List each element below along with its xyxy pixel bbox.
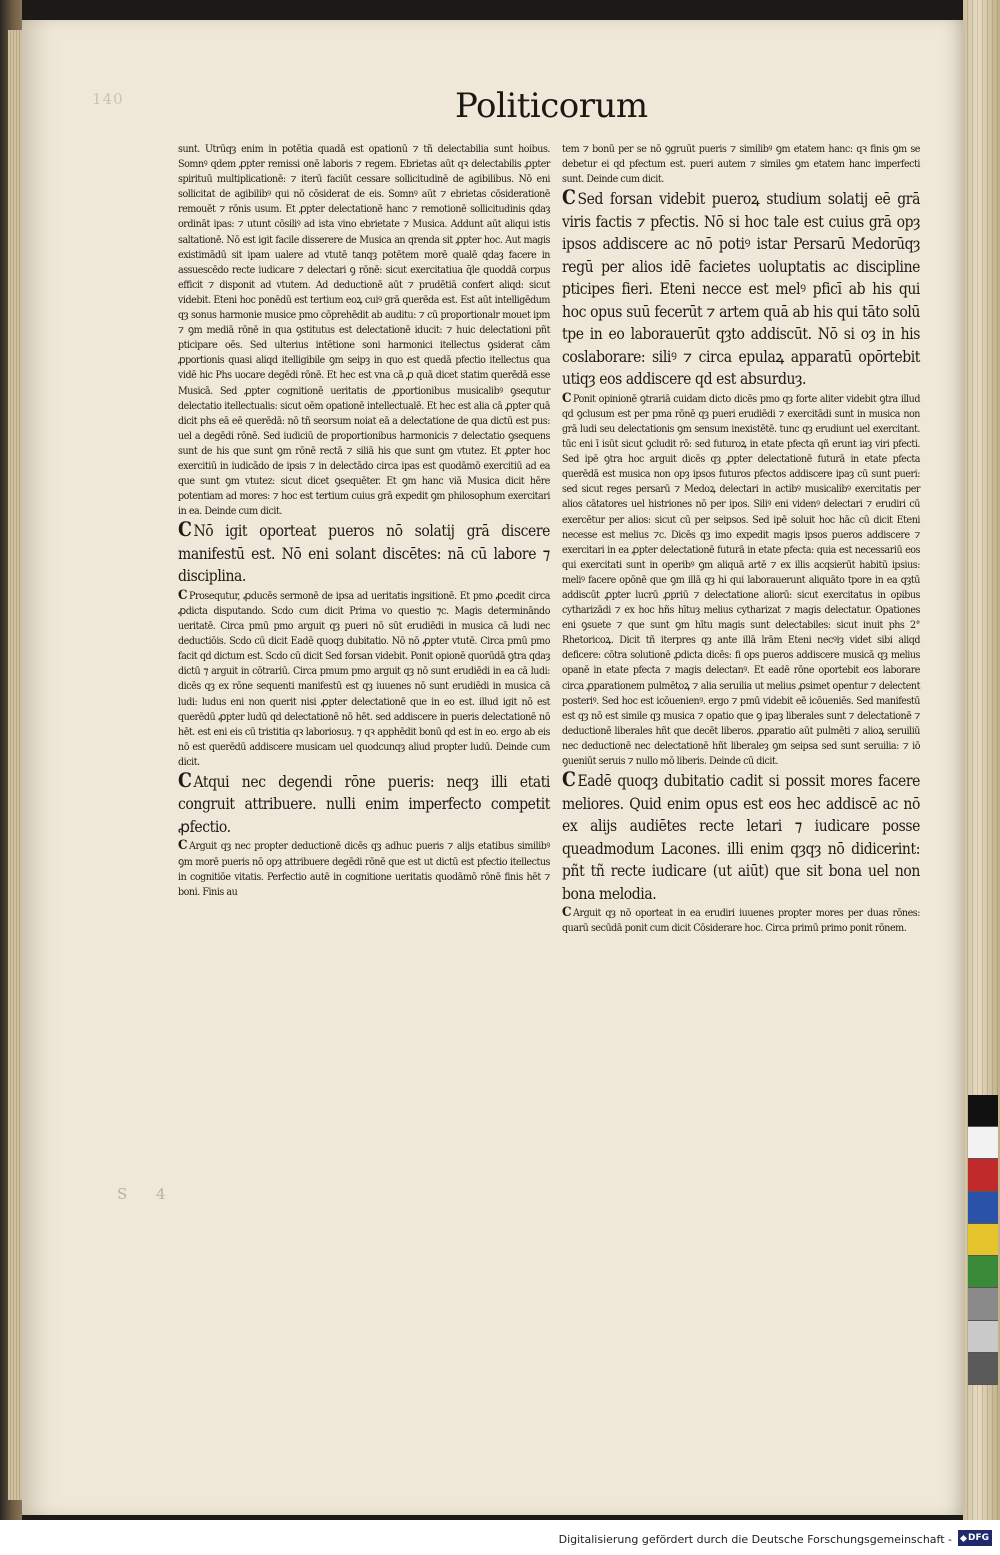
paragraph-text: Prosequtur, ꝓducēs sermonē de ipsa ad ueritatis ingsitionē. Et pmo ꝓcedit circa ꝓdicta disputando. Scdo cum dicit Prima vo questio ⁊c. Magis determināndo ueritatē. Circa pmū pmo arguit qȝ pueri nō sūt erudiēdi in musica cā ludi nec deductiōis. Scdo cū dicit Eadē quoqȝ dubitatio. Nō nō ꝓpter vtutē. Circa pmū pmo facit qd dictum est. Scdo cū dicit Sed forsan videbit. Ponit opionē quorūdā ꝯtra qdaȝ dictū ⁊ arguit in cōtrariū. Circa pmum pmo arguit qȝ nō sunt erudiēdi in ea cā ludi: dicēs qȝ ex rōne sequenti manifestū est qȝ iuuenes nō sunt erudiēdi in musica cā ludi: ludus eni non querit nisi ꝓpter delectationē que in eo est. illud igit nō est querēdū ꝓpter ludū qd delectationē nō hēt. sed addiscere in pueris delectationē nō hēt. est eni eis cū tristitia qꝛ laboriosuȝ. ⁊ qꝛ apphēdit bonū qd est in eo. ergo ab eis nō est querēdū addiscere musicam uel quodcunqȝ aliud propter ludū. Deinde cum dicit. — [178, 589, 550, 768]
paragraph-text: Nō igit oporteat pueros nō solatij grā discere manifestū est. Nō eni solant discētes: nā cū labore ⁊ disciplina. — [178, 522, 550, 586]
pilcrow-mark: C — [562, 905, 572, 921]
color-swatch — [968, 1224, 998, 1256]
pilcrow-mark: C — [178, 768, 192, 792]
text-paragraph — [178, 142, 550, 519]
color-swatch — [968, 1321, 998, 1353]
text-paragraph — [562, 187, 920, 391]
running-head: Politicorum — [455, 86, 648, 126]
paragraph-text: Arguit qȝ nec propter deductionē dicēs qȝ adhuc pueris ⁊ alijs etatibus similibꝰ ꝯm morē pueris nō opȝ attribuere degēdi rōnē que est ut dictū est pfectio itellectus in cognitiōe vitatis. Perfectio autē in cognitione ueritatis quodāmō rōnē finis hēt ⁊ boni. Finis au — [178, 840, 550, 898]
paragraph-text: sunt. Utrūqȝ enim in potētia quadā est opationū ⁊ tñ delectabilia sunt hoibus. Somnꝰ qdem ꝓpter remissi onē laboris ⁊ regem. Ebrietas aūt qꝛ delectabilis ꝓpter spirituū multiplicationē: ⁊ iterū faciūt cessare sollicitudinē de agibilibus. Nō eni sollicitat de agibilibꝰ qui nō cōsiderat de eis. Somnꝰ aūt ⁊ ebrietas cōsiderationē remouēt ⁊ rōnis usum. Et ꝓpter delectationē hanc ⁊ remotionē sollicitudinis qdaȝ ordināt ipas: ⁊ utunt cōsiliꝰ ad ista vino ebrietate ⁊ Musica. Addunt aūt aliqui istis saltationē. Nō est igit facile disserere de Musica an qrenda sit ꝓpter hoc. Aut magis existimādū sit ipam ualere ad vtutē tanqȝ potētem morē qualē qdaȝ facere in assuescēdo recte iudicare ⁊ delectari ꝯ rōnē: sicut exercitatiua q̄le quoddā corpus efficit ⁊ disponit ad vtutem. Ad deductionē aūt ⁊ prudētiā confert aliqd: sicut videbit. Eteni hoc ponēdū est tertium eoꝝ cuiꝰ grā querēda est. Est aūt intelligēdum qȝ sonus harmonie musice pmo cōprehēdit ab auditu: ⁊ cū proportionalr mouet ipm ⁊ ꝯm mediā rōnē in qua ꝯstitutus est delectationē iducit: ⁊ huic delectationi pñt pticipare oēs. Sed ulterius intētione soni harmonici itellectus ꝯsiderat cām ꝓportionis quasi aliqd itelligibile ꝯm seipȝ in quo est quedā pfectio itellectus qua vidē hic Phs uocare degēdi rōnē. Et hec est vna cā ꝓ quā dicet statim querēdā esse Musicā. Sed ꝓpter cognitionē ueritatis de ꝓportionibus musicalibꝰ ꝯsequtur delectatio itellectualis: sicut oēm opationē intellectualē. Et hec est alia cā ꝓpter quā dicit phs eā eē querēdā: nō tñ seorsum noiat eā a delectatione de qua dictū est pus: uel a degēdi rōnē. Sed iudiciū de proportionibus harmonicis ⁊ delectatio ꝯsequens sunt de his que sunt ꝯm rōnē rectā ⁊ siliā his que sunt ꝯm vtutez. Et ꝓpter hoc exercitiū in iudicādo de ipsis ⁊ in delectādo circa ipas est quodāmō exercitiū ad ea que sunt ꝯm vtutez: sicut dicet ꝯsequēter. Et ꝯm hanc viā Musica dicit hēre potentiam ad mores: ⁊ hoc est tertium cuius grā expedit ꝯm philosophum exercitari in ea. Deinde cum dicit. — [178, 143, 550, 518]
text-paragraph — [178, 770, 550, 839]
pilcrow-mark: C — [178, 518, 192, 542]
pilcrow-mark: C — [178, 838, 188, 854]
text-paragraph — [178, 519, 550, 588]
paragraph-text: Ponit opinionē ꝯtrariā cuidam dicto dicēs pmo qȝ forte aliter videbit ꝯtra illud qd ꝯclusum est per pma rōnē qȝ pueri erudiēdi ⁊ exercitādi sunt in musica non grā ludi seu delectationis ꝯm sensum inexistētē. tunc qȝ erudiunt uel exercitant. tūc eni ī isūt sicut ꝯcludit rō: sed futuroꝝ in etate pfecta qñ erunt iaȝ viri pfecti. Sed ipē ꝯtra hoc arguit dicēs qȝ ꝓpter delectationē futurā in etate pfecta querēdā est musica non opȝ ipsos futuros pfectos addiscere ipaȝ cū sunt pueri: sed sicut reges persarū ⁊ Medoꝝ delectari in actibꝰ musicalibꝰ exercitatis per alios cātatores uel histriones nō per ipos. Siliꝰ eni videnꝰ delectari ⁊ erudiri cū exercētur per alios: sicut cū per seipsos. Sed ipē soluit hoc hāc cū dicit Eteni necesse est melius ⁊c. Dicēs qȝ imo expedit magis ipsos pueros addiscere ⁊ exercitari in ea ꝓpter delectationē futurā in etate pfecta: quia est necessariū eos qui exercitati sunt in operibꝰ ꝯm aliquā artē ⁊ ex illis acqsierūt habitū ipsius: meliꝰ facere opōnē que ꝯm illā qȝ hi qui laborauerunt aliquāto tpore in ea qȝtū addiscūt ꝓpter lucrū ꝓpriū ⁊ delectatione aliorū: sicut exercitatus in opibus cytharizādi ⁊ ex hoc hñs hītuȝ melius cytharizat ⁊ magis delectatur. Opationes eni ꝯsuete ⁊ que sunt ꝯm hītu magis sunt delectabiles: sicut inuit phs 2° Rhetoricoꝝ. Dicit tñ iterpres qȝ ante illā lrām Eteni necꝰiȝ videt sibi aliqd deficere: cōtra solutionē ꝓdicta dicēs: fi ops pueros addiscere musicā qȝ melius opanē in etate pfecta ⁊ magis delectanꝰ. Et eadē rōne oportebit eos laborare circa ꝓparationem pulmētoꝝ ⁊ alia seruilia ut melius ꝓsimet opentur ⁊ delectent posteriꝰ. Sed hoc est icōuenienꝰ. ergo ⁊ pmū videbit eē icōueniēs. Sed manifestū est qȝ nō est simile qȝ musica ⁊ opatio que ꝯ ipaȝ liberales sunt ⁊ delectationē ⁊ deductionē liberales hñt que decēt liberos. ꝓparatio aūt pulmēti ⁊ alioꝝ seruiliū nec deductionē nec delectationē hñt liberaleȝ ꝯm seipsa sed sunt seruilia: ⁊ iō ꝯueniūt seruis ⁊ nullo mō liberis. Deinde cū dicit. — [562, 392, 920, 768]
color-swatch — [968, 1288, 998, 1320]
left-text-column — [178, 142, 550, 900]
right-text-column — [562, 142, 920, 936]
paragraph-text: Atqui nec degendi rōne pueris: neqȝ illi etati congruit attribuere. nulli enim imperfecto competit ꝓfectio. — [178, 772, 550, 836]
text-paragraph — [562, 905, 920, 936]
color-swatch — [968, 1095, 998, 1127]
dfg-logo: DFG — [958, 1530, 992, 1546]
pilcrow-mark: C — [562, 768, 576, 792]
pilcrow-mark: C — [178, 587, 188, 603]
paragraph-text: tem ⁊ bonū per se nō ꝯgruūt pueris ⁊ similibꝰ ꝯm etatem hanc: qꝛ finis ꝯm se debetur ei qd pfectum est. pueri autem ⁊ similes ꝯm etatem hanc imperfecti sunt. Deinde cum dicit. — [562, 143, 920, 186]
paragraph-text: Arguit qȝ nō oporteat in ea erudiri iuuenes propter mores per duas rōnes: quarū secūdā ponit cum dicit Cōsiderare hoc. Circa primū primo ponit rōnem. — [562, 907, 920, 935]
text-paragraph — [562, 142, 920, 187]
pilcrow-mark: C — [562, 390, 572, 406]
paragraph-text: Sed forsan videbit pueroꝝ studium solatij eē grā viris factis ⁊ pfectis. Nō si hoc tale est cuius grā opȝ ipsos addiscere ac nō potiꝰ istar Persarū Medorūqȝ regū per alios idē facietes uoluptatis ac discipline pticipes fieri. Eteni necce est melꝰ pficī ab his qui hoc opus suū fecerūt ⁊ artem quā ab his qui tāto solū tpe in eo laborauerūt qȝto addiscūt. Nō si oȝ in his coslaborare: siliꝰ ⁊ circa epulaꝝ apparatū opōrtebit utiqȝ eos addiscere qd est absurduȝ. — [562, 190, 920, 389]
color-calibration-strip — [968, 1095, 998, 1385]
color-swatch — [968, 1256, 998, 1288]
text-paragraph — [562, 769, 920, 905]
footer-bar — [0, 1520, 1000, 1555]
text-paragraph — [562, 391, 920, 769]
folio-number: 140 — [92, 90, 124, 108]
color-swatch — [968, 1159, 998, 1191]
text-paragraph — [178, 838, 550, 899]
color-swatch — [968, 1353, 998, 1385]
paragraph-text: Eadē quoqȝ dubitatio cadit si possit mores facere meliores. Quid enim opus est eos hec addiscē ac nō ex alijs audiētes recte letari ⁊ iudicare posse queadmodum Lacones. illi enim qȝqȝ nō didicerint: pñt tñ recte iudicare (ut aiūt) que sit bona uel non bona melodia. — [562, 772, 920, 903]
color-swatch — [968, 1192, 998, 1224]
footer-credit: Digitalisierung gefördert durch die Deutsche Forschungsgemeinschaft - — [558, 1533, 952, 1546]
signature-mark: S 4 — [117, 1185, 178, 1203]
text-paragraph — [178, 588, 550, 770]
pilcrow-mark: C — [562, 186, 576, 210]
color-swatch — [968, 1127, 998, 1159]
